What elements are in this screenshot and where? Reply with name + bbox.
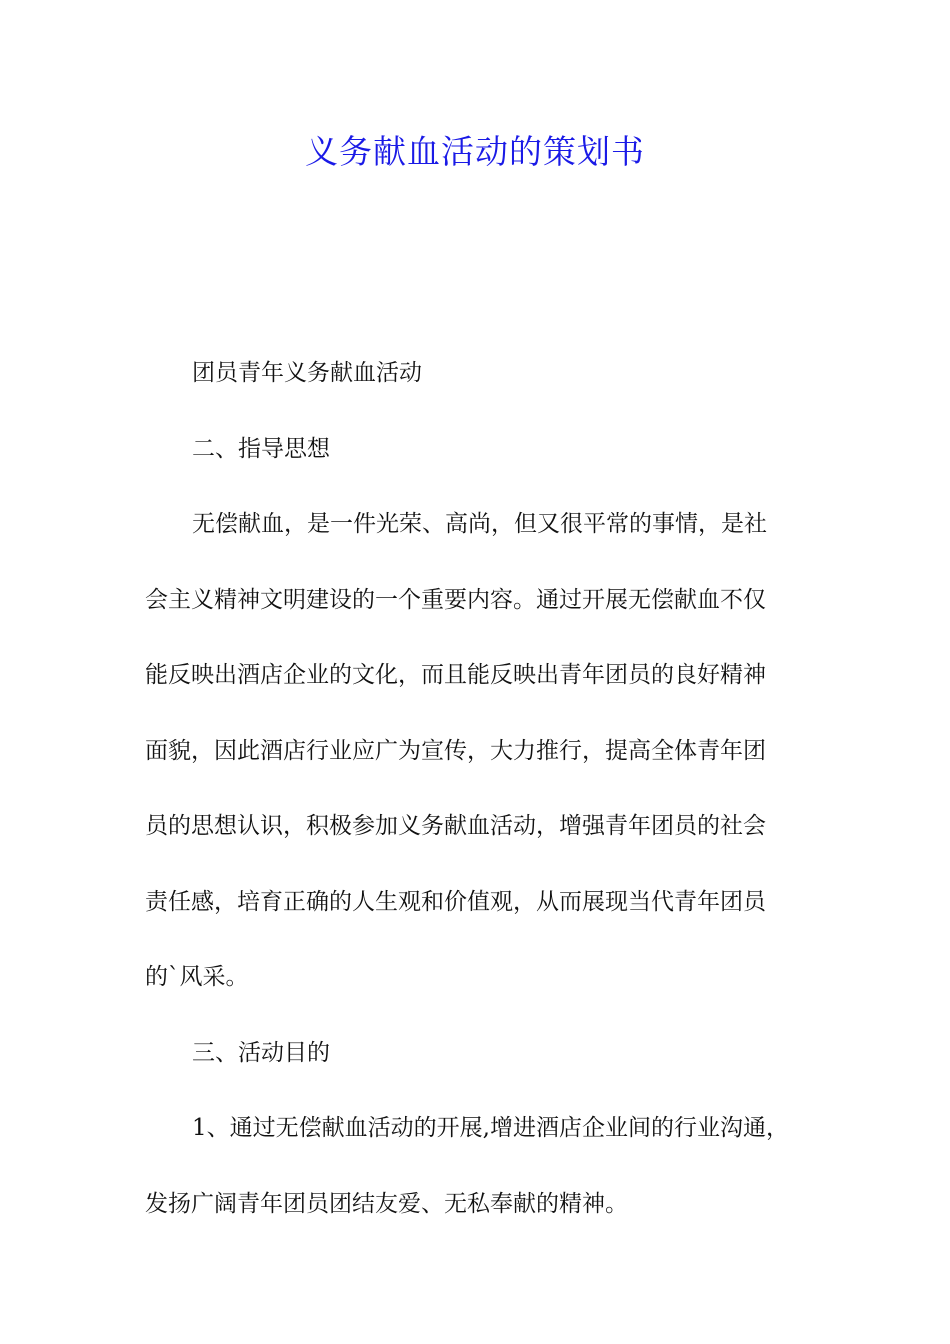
text-line: 二、指导思想	[192, 435, 330, 462]
text-line: 责任感，培育正确的人生观和价值观，从而展现当代青年团员	[145, 888, 766, 915]
text-line: 三、活动目的	[192, 1039, 330, 1066]
text-line: 发扬广阔青年团员团结友爱、无私奉献的精神。	[145, 1190, 628, 1217]
text-line: 的`风采。	[145, 964, 249, 990]
paragraph-activity-purpose-1	[145, 1091, 815, 1242]
text-line: 员的思想认识，积极参加义务献血活动，增强青年团员的社会	[145, 813, 766, 839]
text-line: 1、通过无偿献血活动的开展,增进酒店企业间的行业沟通，	[192, 1115, 789, 1141]
text-line: 无偿献血，是一件光荣、高尚，但又很平常的事情，是社	[192, 511, 767, 537]
paragraph-activity-name	[145, 336, 815, 412]
section-heading-guiding-ideology	[145, 412, 815, 488]
text-line: 会主义精神文明建设的一个重要内容。通过开展无偿献血不仅	[145, 586, 766, 613]
document-body	[145, 336, 815, 1242]
paragraph-guiding-ideology	[145, 487, 815, 1016]
text-line: 团员青年义务献血活动	[192, 360, 422, 386]
text-line: 面貌，因此酒店行业应广为宣传，大力推行，提高全体青年团	[145, 737, 766, 764]
document-title: 义务献血活动的策划书	[305, 132, 645, 171]
section-heading-activity-purpose	[145, 1016, 815, 1092]
text-line: 能反映出酒店企业的文化，而且能反映出青年团员的良好精神	[145, 662, 766, 688]
